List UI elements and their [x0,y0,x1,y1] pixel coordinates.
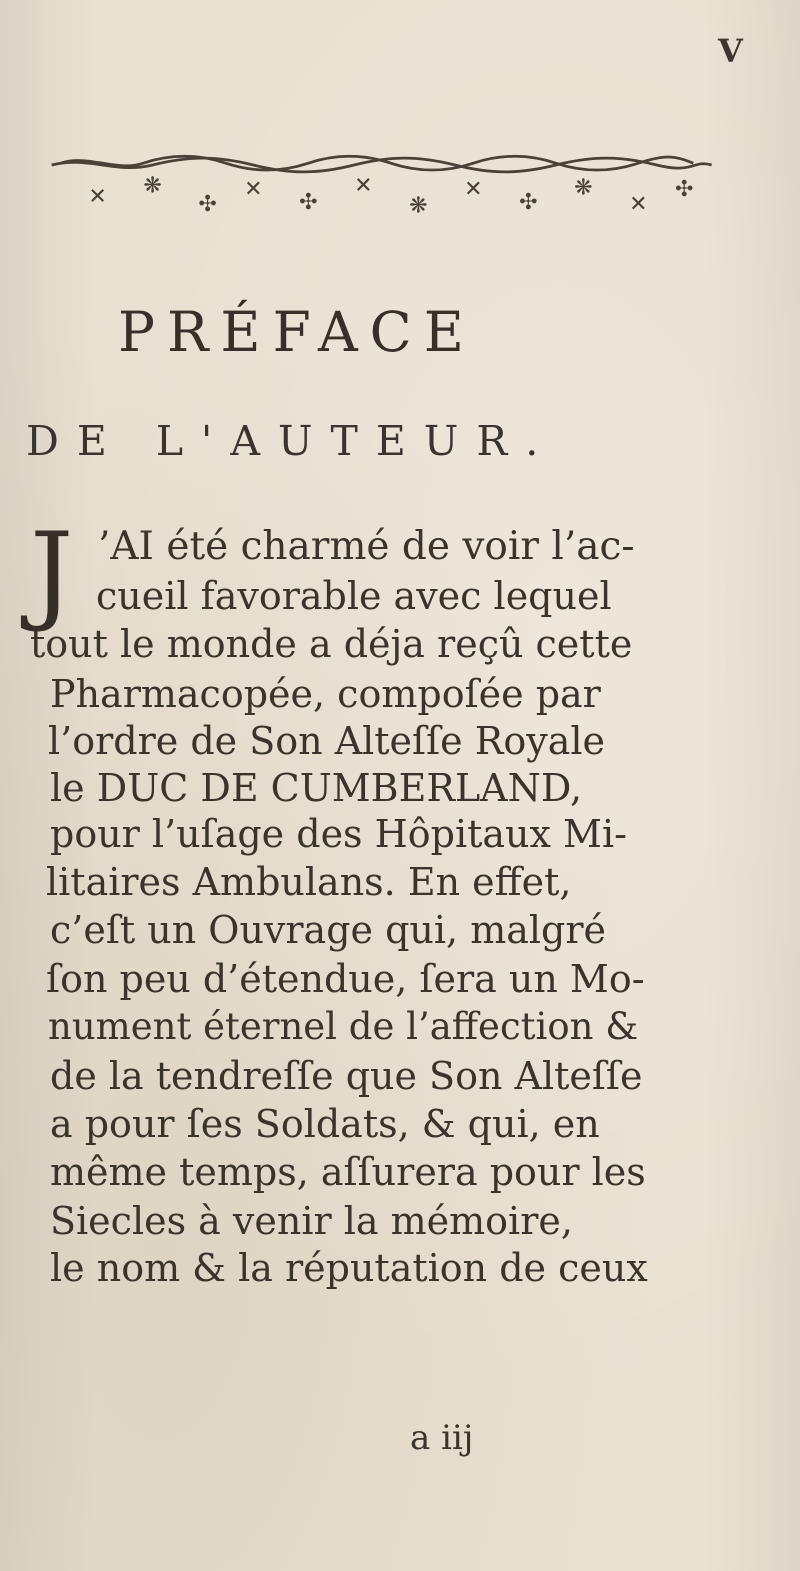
text-line: l’ordre de Son Alteſſe Royale [48,719,605,763]
text-line: tout le monde a déja reçû cette [30,622,633,666]
text-line: même temps, aſſurera pour les [50,1150,646,1194]
ornamental-headpiece [0,0,800,220]
text-line: le DUC DE CUMBERLAND, [50,766,583,810]
text-line: litaires Ambulans. En effet, [46,860,572,904]
text-line: de la tendreſſe que Son Alteſſe [50,1054,643,1098]
text-line: ſon peu d’étendue, ſera un Mo- [46,957,645,1001]
text-line: le nom & la réputation de ceux [50,1246,648,1290]
catchword: a iij [410,1418,474,1458]
text-line: pour l’uſage des Hôpitaux Mi- [50,812,627,856]
text-line: ’AI été charmé de voir l’ac- [98,524,635,569]
svg-text:❋: ❋ [409,193,428,219]
svg-text:✣: ✣ [675,177,694,203]
text-line: nument éternel de l’affection & [48,1005,639,1048]
svg-text:❋: ❋ [143,173,162,199]
page-mark: V [718,32,743,70]
svg-text:❋: ❋ [574,175,593,201]
text-line: cueil favorable avec lequel [96,574,612,618]
drop-cap: J [30,510,74,635]
svg-text:✣: ✣ [198,191,217,217]
text-line: a pour ſes Soldats, & qui, en [50,1102,600,1146]
text-line: c’eſt un Ouvrage qui, malgré [50,908,607,952]
svg-text:✕: ✕ [244,177,263,203]
page-subtitle: DE L'AUTEUR. [26,417,557,465]
svg-text:✕: ✕ [464,177,483,203]
svg-text:✣: ✣ [519,190,538,215]
svg-text:✕: ✕ [629,191,648,217]
svg-text:✕: ✕ [354,173,373,199]
text-line: Pharmacopée, compoſée par [50,672,601,716]
text-line: Siecles à venir la mémoire, [50,1199,573,1243]
svg-text:✕: ✕ [88,184,107,210]
svg-text:✣: ✣ [299,190,318,215]
page-title: PRÉFACE [118,300,476,364]
